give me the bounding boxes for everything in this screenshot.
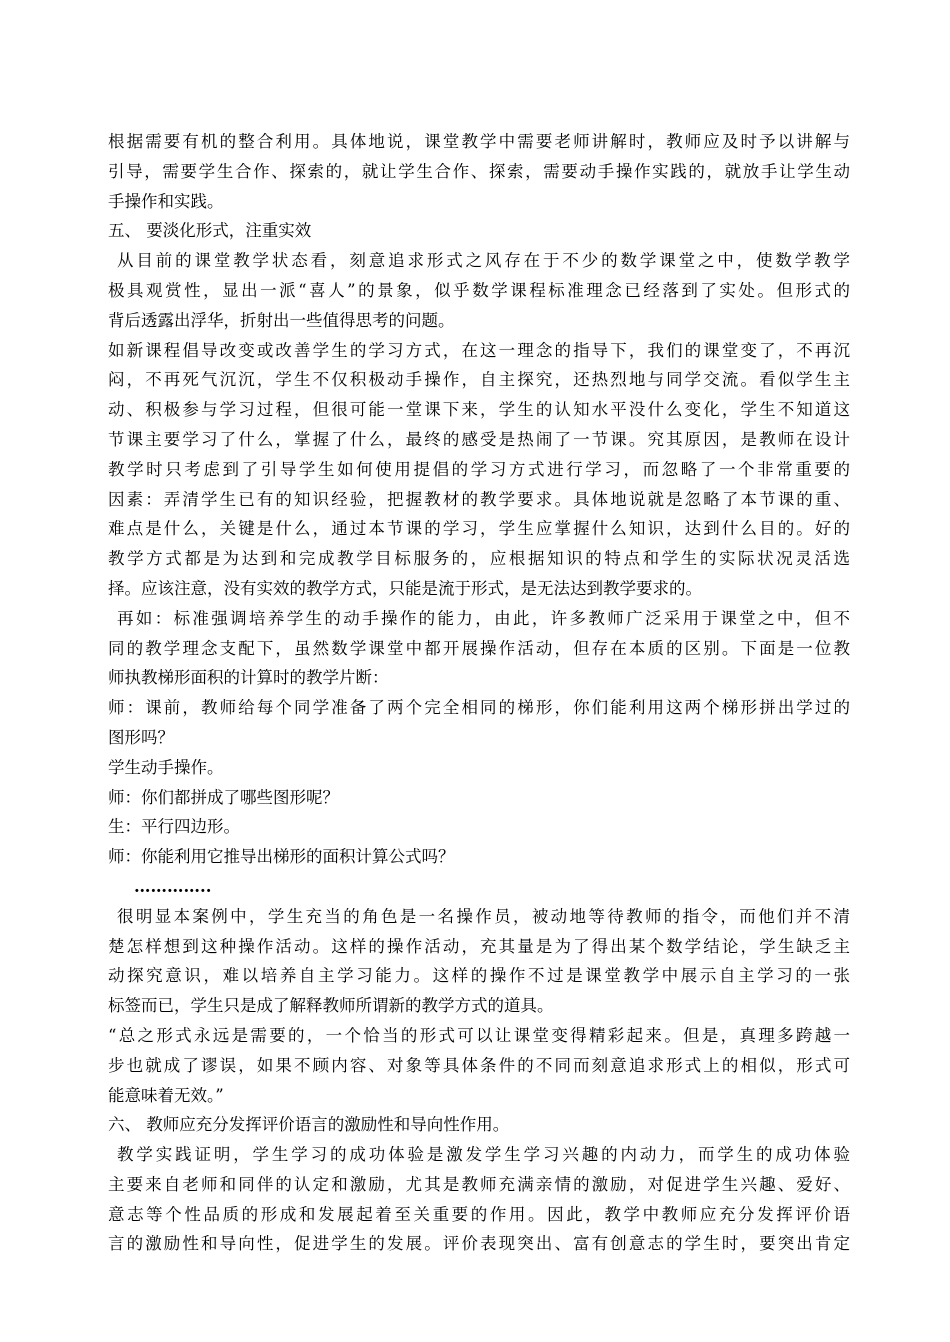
text-line: 师：你们都拼成了哪些图形呢？ bbox=[108, 787, 339, 807]
text-line: 节课主要学习了什么，掌握了什么，最终的感受是热闹了一节课。究其原因，是教师在设计 bbox=[108, 429, 850, 449]
text-line: 手操作和实践。 bbox=[108, 191, 224, 211]
text-line: 教学方式都是为达到和完成教学目标服务的，应根据知识的特点和学生的实际状况灵活选 bbox=[108, 549, 850, 569]
text-line: 同的教学理念支配下，虽然数学课堂中都开展操作活动，但存在本质的区别。下面是一位教 bbox=[108, 638, 850, 658]
text-line: 师：课前，教师给每个同学准备了两个完全相同的梯形，你们能利用这两个梯形拼出学过的 bbox=[108, 698, 850, 718]
text-line: 如新课程倡导改变或改善学生的学习方式，在这一理念的指导下，我们的课堂变了，不再沉 bbox=[108, 340, 850, 360]
text-line: 难点是什么，关键是什么，通过本节课的学习，学生应掌握什么知识，达到什么目的。好的 bbox=[108, 519, 850, 539]
text-line: 背后透露出浮华，折射出一些值得思考的问题。 bbox=[108, 310, 455, 330]
text-line: 生：平行四边形。 bbox=[108, 817, 240, 837]
text-line: 动、积极参与学习过程，但很可能一堂课下来，学生的认知水平没什么变化，学生不知道这 bbox=[108, 400, 850, 420]
document-page bbox=[108, 127, 850, 1259]
text-line: “总之形式永远是需要的，一个恰当的形式可以让课堂变得精彩起来。但是，真理多跨越一 bbox=[108, 1025, 850, 1045]
text-line: 从目前的课堂教学状态看，刻意追求形式之风存在于不少的数学课堂之中，使数学教学 bbox=[117, 251, 850, 271]
text-line: 极具观赏性，显出一派“喜人”的景象，似乎数学课程标准理念已经落到了实处。但形式的 bbox=[108, 280, 850, 300]
text-line: 动探究意识，难以培养自主学习能力。这样的操作不过是课堂教学中展示自主学习的一张 bbox=[108, 966, 850, 986]
text-line: 闷，不再死气沉沉，学生不仅积极动手操作，自主探究，还热烈地与同学交流。看似学生主 bbox=[108, 370, 850, 390]
text-line: 学生动手操作。 bbox=[108, 757, 224, 777]
text-line: 师：你能利用它推导出梯形的面积计算公式吗？ bbox=[108, 847, 455, 867]
text-line: 楚怎样想到这种操作活动。这样的操作活动，充其量是为了得出某个数学结论，学生缺乏主 bbox=[108, 936, 850, 956]
text-line: 很明显本案例中，学生充当的角色是一名操作员，被动地等待教师的指令，而他们并不清 bbox=[117, 906, 850, 926]
text-line: 意志等个性品质的形成和发展起着至关重要的作用。因此，教学中教师应充分发挥评价语 bbox=[108, 1204, 850, 1224]
text-line: 主要来自老师和同伴的认定和激励，尤其是教师充满亲情的激励，对促进学生兴趣、爱好、 bbox=[108, 1174, 850, 1194]
text-line: 言的激励性和导向性，促进学生的发展。评价表现突出、富有创意志的学生时，要突出肯定 bbox=[108, 1234, 850, 1254]
text-line: 标签而已，学生只是成了解释教师所谓新的教学方式的道具。 bbox=[108, 996, 554, 1016]
text-line: 因素：弄清学生已有的知识经验，把握教材的教学要求。具体地说就是忽略了本节课的重、 bbox=[108, 489, 850, 509]
ellipsis-line: ………….. bbox=[134, 876, 212, 896]
text-line: 步也就成了谬误，如果不顾内容、对象等具体条件的不同而刻意追求形式上的相似，形式可 bbox=[108, 1055, 850, 1075]
text-line: 六、 教师应充分发挥评价语言的激励性和导向性作用。 bbox=[108, 1115, 510, 1135]
text-line: 根据需要有机的整合利用。具体地说，课堂教学中需要老师讲解时，教师应及时予以讲解与 bbox=[108, 132, 850, 151]
text-line: 能意味着无效。” bbox=[108, 1085, 224, 1105]
text-line: 五、 要淡化形式，注重实效 bbox=[108, 221, 312, 241]
text-line: 师执教梯形面积的计算时的教学片断： bbox=[108, 668, 389, 688]
text-line: 教学实践证明，学生学习的成功体验是激发学生学习兴趣的内动力，而学生的成功体验 bbox=[117, 1145, 850, 1165]
text-line: 再如：标准强调培养学生的动手操作的能力，由此，许多教师广泛采用于课堂之中，但不 bbox=[117, 608, 850, 628]
text-line: 择。应该注意，没有实效的教学方式，只能是流于形式，是无法达到教学要求的。 bbox=[108, 578, 702, 598]
text-line: 引导，需要学生合作、探索的，就让学生合作、探索，需要动手操作实践的，就放手让学生动 bbox=[108, 161, 850, 181]
text-line: 图形吗？ bbox=[108, 727, 174, 747]
text-line: 教学时只考虑到了引导学生如何使用提倡的学习方式进行学习，而忽略了一个非常重要的 bbox=[108, 459, 850, 479]
